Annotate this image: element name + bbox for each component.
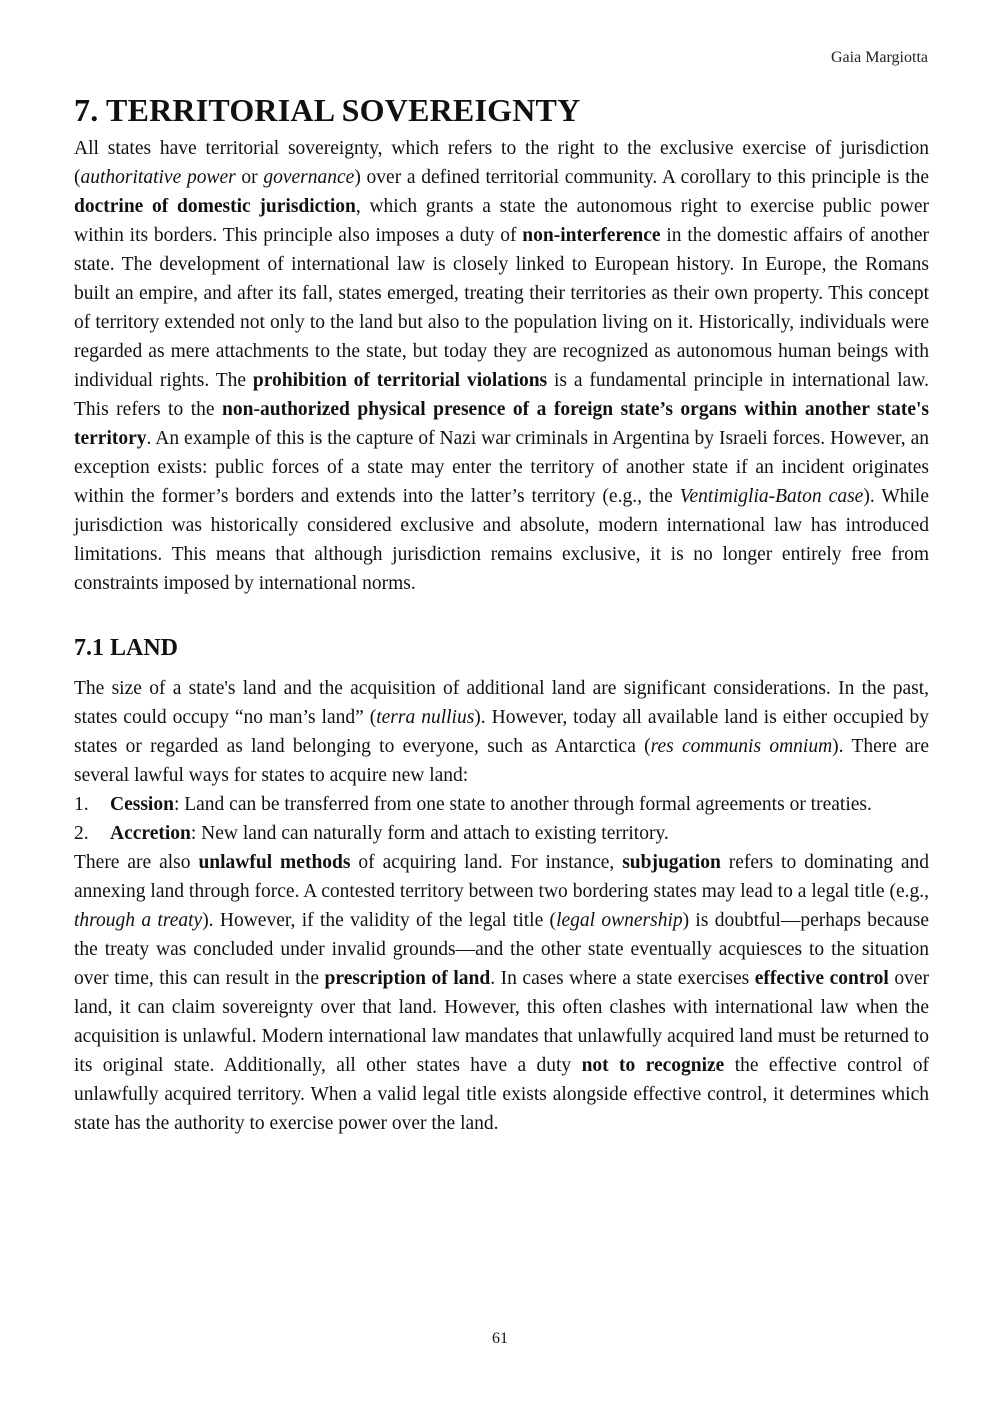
page-number: 61 — [492, 1330, 508, 1347]
section-title: 7. TERRITORIAL SOVEREIGNTY — [74, 92, 581, 128]
list-item — [74, 819, 929, 848]
list-item — [74, 790, 929, 819]
list-term: Accretion — [110, 823, 191, 844]
section-paragraph: All states have territorial sovereignty, which refers to the right to the exclusive exercise of jurisdiction (authoritative power or governance) over a defined territorial community. A corollary to this principle is the doctrine of domestic jurisdiction, which grants a state the autonomous right to exercise public power within its borders. This principle also imposes a duty of non-interference in the domestic affairs of another state. The development of international law is closely linked to European history. In Europe, the Romans built an empire, and after its fall, states emerged, treating their territories as their own property. This concept of territory extended not only to the land but also to the population living on it. Historically, individuals were regarded as mere attachments to the state, but today they are recognized as autonomous human beings with individual rights. The prohibition of territorial violations is a fundamental principle in international law. This refers to the non-authorized physical presence of a foreign state’s organs within another state's territory. An example of this is the capture of Nazi war criminals in Argentina by Israeli forces. However, an exception exists: public forces of a state may enter the territory of another state if an incident originates within the former’s borders and extends into the latter’s territory (e.g., the Ventimiglia-Baton case). While jurisdiction was historically considered exclusive and absolute, modern international law has introduced limitations. This means that although jurisdiction remains exclusive, it is no longer entirely free from constraints imposed by international norms. — [74, 138, 929, 594]
list-number: 1. — [74, 794, 89, 815]
list-number: 2. — [74, 823, 89, 844]
subsection-paragraph: There are also unlawful methods of acquiring land. For instance, subjugation refers to dominating and annexing land through force. A contested territory between two bordering states may lead to a legal title (e.g., through a treaty). However, if the validity of the legal title (legal ownership) is doubtful—perhaps because the treaty was concluded under invalid grounds—and the other state eventually acquiesces to the situation over time, this can result in the prescription of land. In cases where a state exercises effective control over land, it can claim sovereignty over that land. However, this often clashes with international law when the acquisition is unlawful. Modern international law mandates that unlawfully acquired land must be returned to its original state. Additionally, all other states have a duty not to recognize the effective control of unlawfully acquired territory. When a valid legal title exists alongside effective control, it determines which state has the authority to exercise power over the land. — [74, 852, 930, 1134]
list-text: : Land can be transferred from one state to another through formal agreements or treaties. — [173, 794, 872, 815]
subsection-intro-paragraph: The size of a state's land and the acquisition of additional land are significant considerations. In the past, states could occupy “no man’s land” (terra nullius). However, today all available land is either occupied by states or regarded as land belonging to everyone, such as Antarctica (res communis omnium). There are several lawful ways for states to acquire new land: — [74, 678, 929, 786]
author-header: Gaia Margiotta — [830, 49, 928, 66]
list-text: : New land can naturally form and attach to existing territory. — [190, 823, 669, 844]
page-content — [74, 88, 929, 1138]
list-term: Cession — [110, 794, 174, 815]
subsection-title: 7.1 LAND — [74, 635, 179, 661]
acquisition-methods-list — [74, 790, 929, 848]
